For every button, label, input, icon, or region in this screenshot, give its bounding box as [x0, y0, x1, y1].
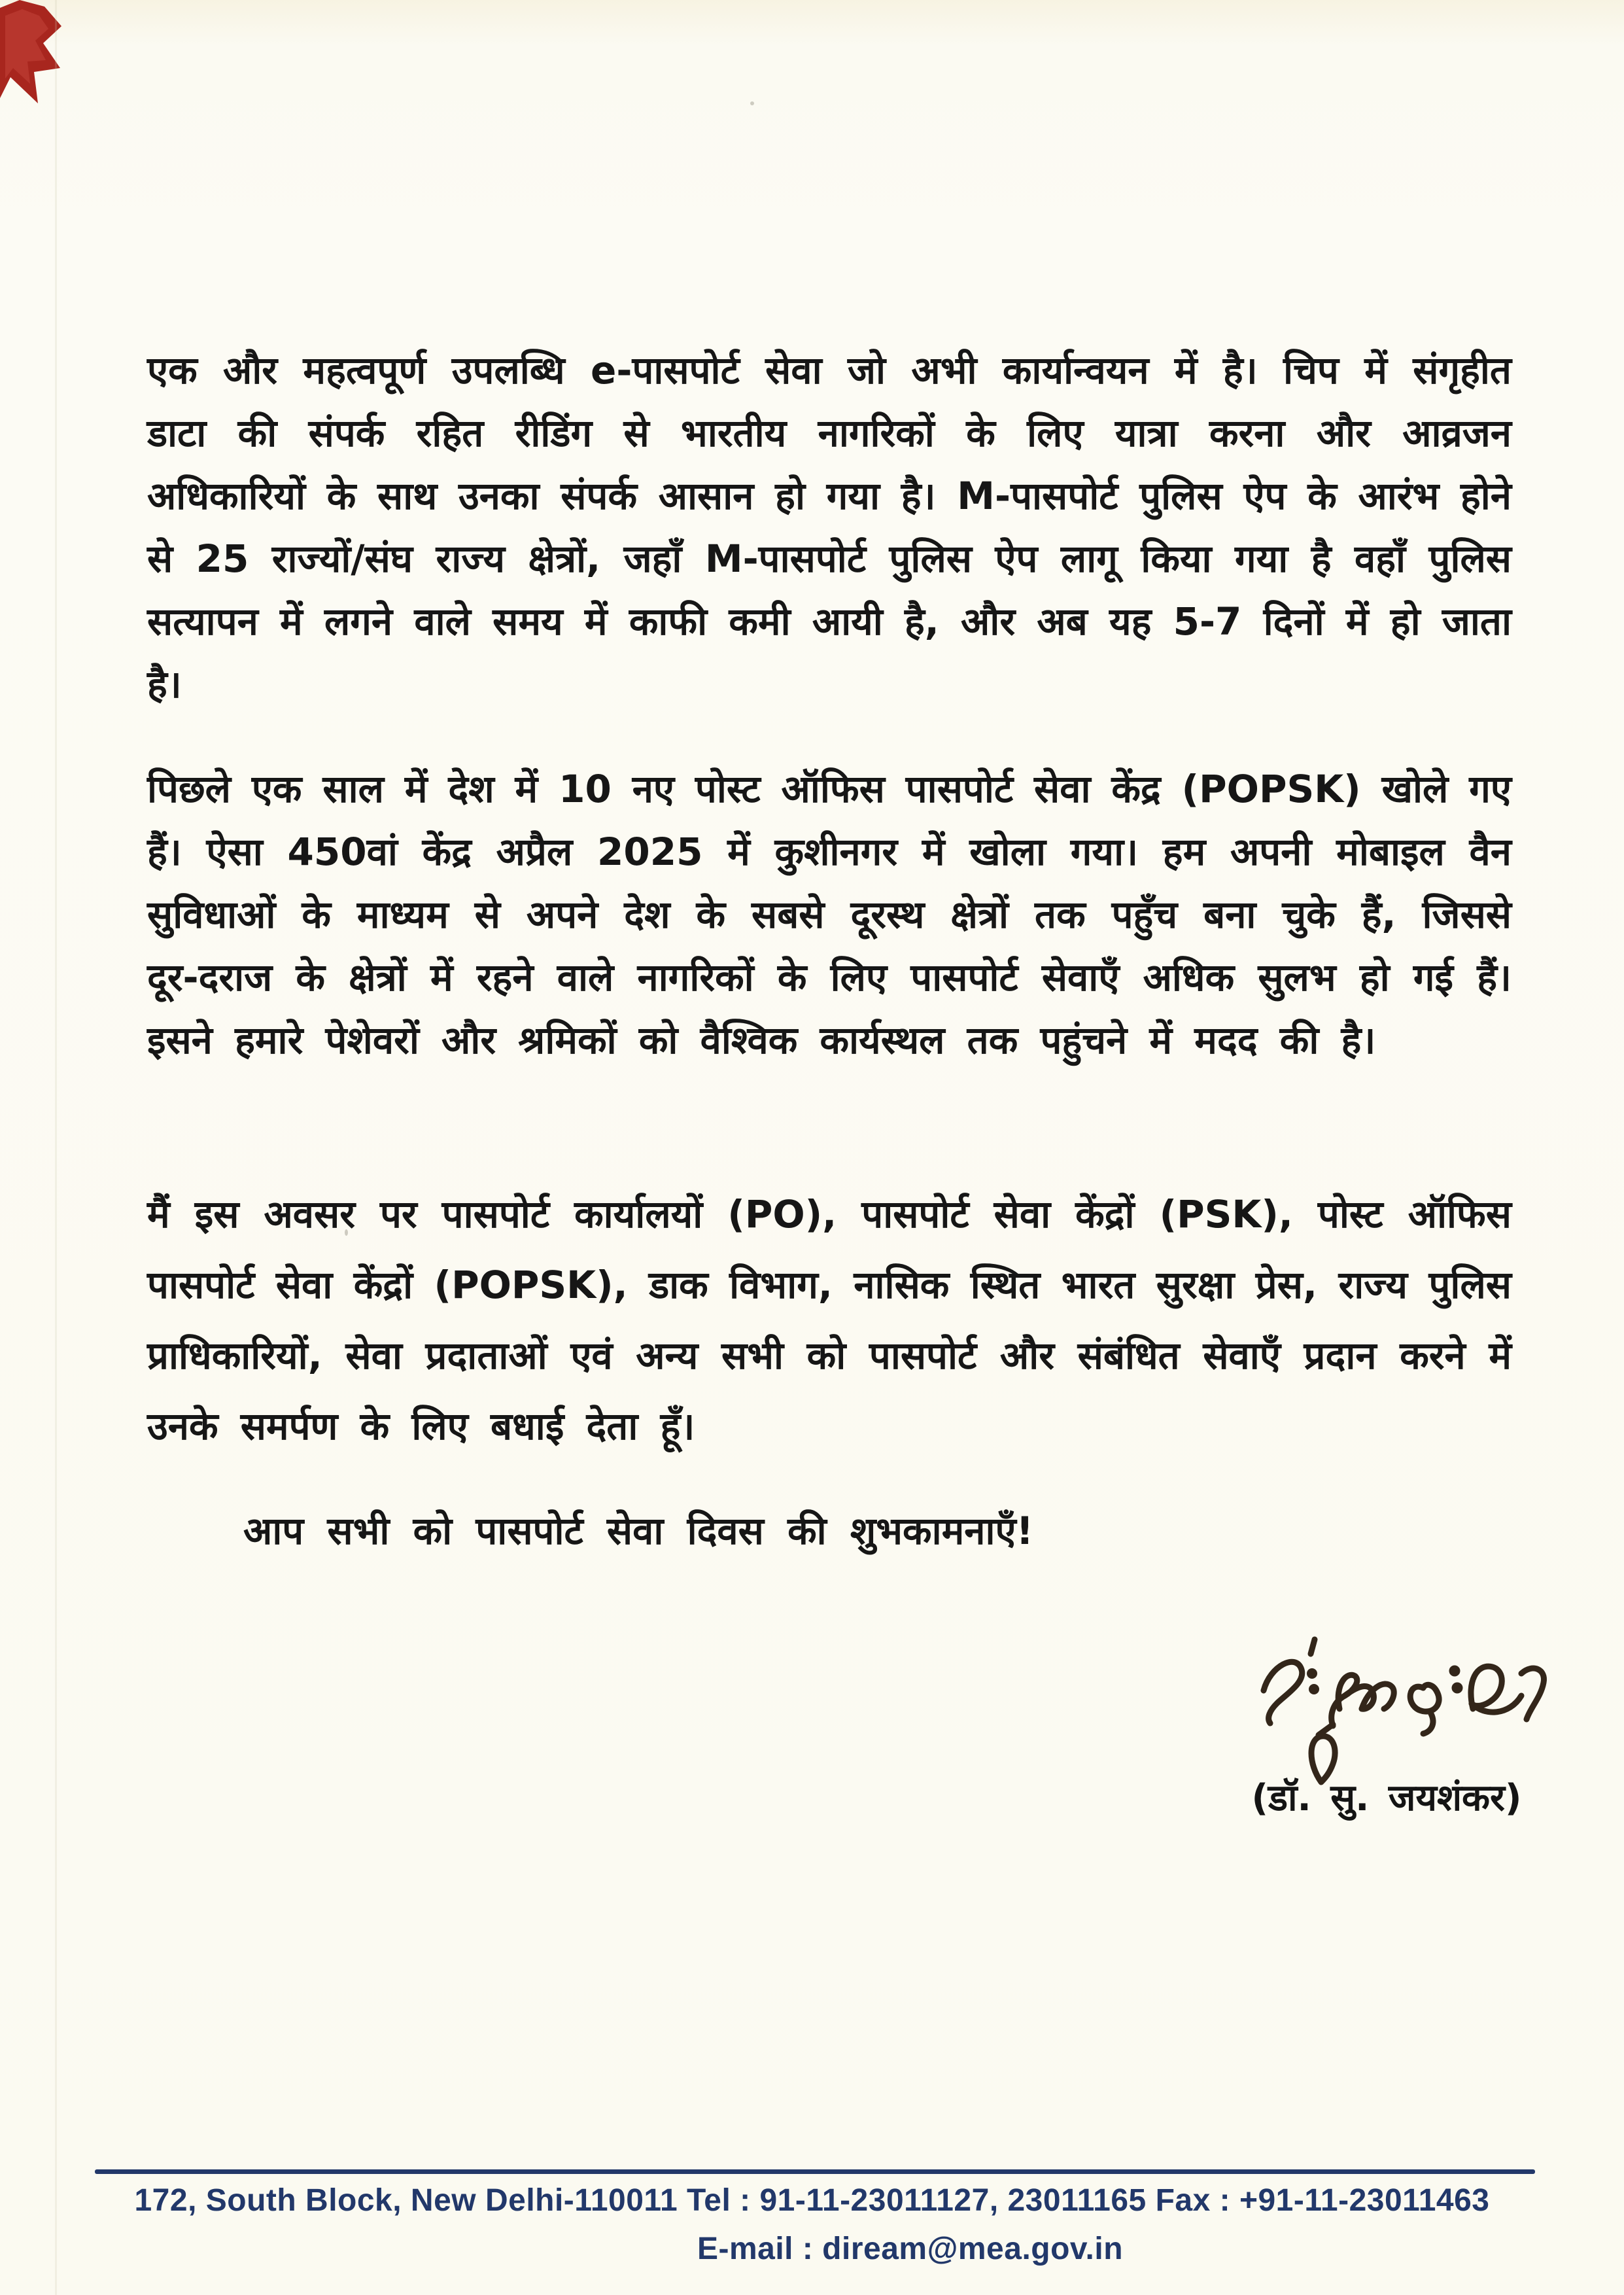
paragraph-line: पिछले एक साल में देश में 10 नए पोस्ट ऑफिस पासपोर्ट सेवा केंद्र (POPSK) खोले गए: [147, 767, 1512, 811]
footer-address: 172, South Block, New Delhi-110011 Tel : 91-11-23011127, 23011165 Fax : +91-11-23011463: [134, 2183, 1490, 2218]
footer-email: E-mail : diream@mea.gov.in: [697, 2232, 1124, 2266]
paragraph-line: है।: [147, 662, 182, 707]
paragraph-line: इसने हमारे पेशेवरों और श्रमिकों को वैश्विक कार्यस्थल तक पहुंचने में मदद की है।: [147, 1018, 1376, 1062]
paragraph-line: मैं इस अवसर पर पासपोर्ट कार्यालयों (PO), पासपोर्ट सेवा केंद्रों (PSK), पोस्ट ऑफिस: [147, 1192, 1512, 1236]
paragraph-line: सत्यापन में लगने वाले समय में काफी कमी आयी है, और अब यह 5-7 दिनों में हो जाता: [147, 599, 1512, 644]
scan-speck: [750, 101, 754, 105]
closing-line: आप सभी को पासपोर्ट सेवा दिवस की शुभकामनाएँ!: [243, 1509, 1034, 1553]
signature-image: [1235, 1611, 1562, 1794]
paragraph-line: पासपोर्ट सेवा केंद्रों (POPSK), डाक विभाग, नासिक स्थित भारत सुरक्षा प्रेस, राज्य पुलिस: [147, 1263, 1512, 1307]
signatory-name: (डॉ. सु. जयशंकर): [1251, 1777, 1522, 1819]
paragraph-3: [147, 1179, 1512, 1462]
red-stamp-fragment-icon: [0, 0, 73, 116]
paragraph-line: डाटा की संपर्क रहित रीडिंग से भारतीय नागरिकों के लिए यात्रा करना और आव्रजन: [147, 411, 1512, 455]
paragraph-line: से 25 राज्यों/संघ राज्य क्षेत्रों, जहाँ M-पासपोर्ट पुलिस ऐप लागू किया गया है वहाँ पुलिस: [147, 536, 1512, 581]
paragraph-line: अधिकारियों के साथ उनका संपर्क आसान हो गया है। M-पासपोर्ट पुलिस ऐप के आरंभ होने: [147, 474, 1512, 518]
footer-divider: [95, 2169, 1535, 2174]
scan-fold-line: [55, 0, 57, 2295]
paragraph-line: प्राधिकारियों, सेवा प्रदाताओं एवं अन्य सभी को पासपोर्ट और संबंधित सेवाएँ प्रदान करने में: [147, 1333, 1512, 1378]
paragraph-2: [147, 758, 1512, 1072]
paragraph-line: दूर-दराज के क्षेत्रों में रहने वाले नागरिकों के लिए पासपोर्ट सेवाएँ अधिक सुलभ हो गई हैं।: [147, 955, 1512, 1000]
paragraph-1: [147, 339, 1512, 716]
paragraph-line: एक और महत्वपूर्ण उपलब्धि e-पासपोर्ट सेवा जो अभी कार्यान्वयन में है। चिप में संगृहीत: [147, 348, 1512, 393]
paragraph-line: सुविधाओं के माध्यम से अपने देश के सबसे दूरस्थ क्षेत्रों तक पहुँच बना चुके हैं, जिससे: [147, 892, 1512, 937]
paragraph-line: हैं। ऐसा 450वां केंद्र अप्रैल 2025 में कुशीनगर में खोला गया। हम अपनी मोबाइल वैन: [147, 830, 1512, 874]
paragraph-line: उनके समर्पण के लिए बधाई देता हूँ।: [147, 1404, 695, 1448]
